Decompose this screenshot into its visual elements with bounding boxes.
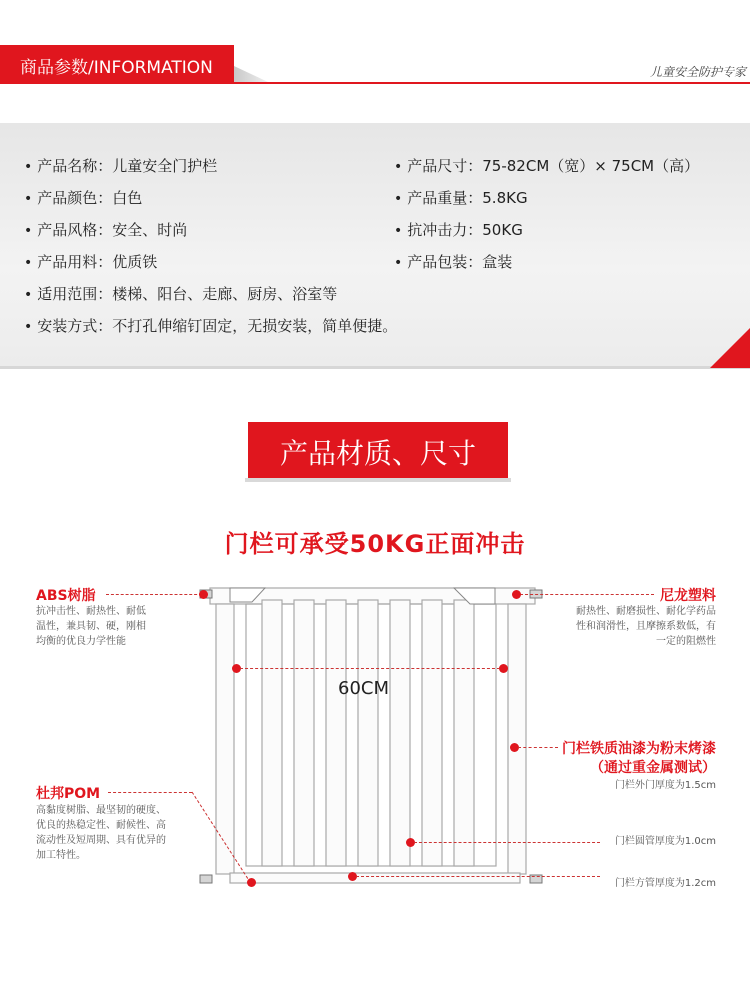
coating-leader-line [518,747,558,748]
spec-item: • 产品用料：优质铁 [24,251,157,272]
spec-item: • 抗冲击力：50KG [394,219,523,240]
pom-marker-dot [247,878,256,887]
section-title-shadow [245,478,511,482]
gate-bar [326,600,346,866]
header-bar-shadow [234,66,268,82]
gate-bar [422,600,442,866]
header-title: 商品参数/INFORMATION [20,58,213,78]
impact-headline: 门栏可承受50KG正面冲击 [224,530,526,558]
spec-item: • 产品颜色：白色 [24,187,142,208]
section-title: 产品材质、尺寸 [279,437,476,470]
abs-description: 抗冲击性、耐热性、耐低 温性，兼具韧、硬，刚相 均衡的优良力学性能 [36,606,146,647]
width-marker-dot [499,664,508,673]
gate-right-post [508,604,526,874]
spec-item: • 产品风格：安全、时尚 [24,219,187,240]
round-tube-leader-line [414,842,600,843]
spec-item: • 产品名称：儿童安全门护栏 [24,155,217,176]
square-tube-thickness-text: 门栏方管厚度为1.2cm [614,878,716,889]
header-tagline: 儿童安全防护专家 [649,65,746,79]
gate-bar [454,600,474,866]
abs-marker-dot [199,590,208,599]
spec-item: • 安装方式：不打孔伸缩钉固定，无损安装，简单便捷。 [24,315,397,336]
pom-leader-line [108,792,192,793]
width-dimension-line [240,668,500,669]
pom-label: 杜邦POM [36,786,101,802]
gate-bar [262,600,282,866]
round-tube-thickness-text: 门栏圆管厚度为1.0cm [614,836,716,847]
width-label: 60CM [338,678,390,699]
abs-label: ABS树脂 [36,588,96,604]
nylon-description: 耐热性、耐磨损性、耐化学药品 性和润滑性，且摩擦系数低，有 一定的阻燃性 [576,606,716,647]
coating-subtitle: （通过重金属测试） [590,760,716,776]
pom-description: 高黏度树脂、最坚韧的硬度、 优良的热稳定性、耐候性、高 流动性及短周期、具有优异的 加工特性。 [36,805,166,861]
spec-item: • 产品重量：5.8KG [394,187,528,208]
nylon-leader-line [520,594,654,595]
pom-leader-diagonal [190,790,260,890]
spec-item: • 适用范围：楼梯、阳台、走廊、厨房、浴室等 [24,283,337,304]
gate-bar [358,600,378,866]
gate-bar [294,600,314,866]
spec-item: • 产品包装：盒装 [394,251,512,272]
abs-leader-line [106,594,202,595]
spec-item: • 产品尺寸：75-82CM（宽）× 75CM（高） [394,155,699,176]
square-tube-leader-line [356,876,600,877]
outer-thickness-text: 门栏外门厚度为1.5cm [614,780,716,791]
nylon-label: 尼龙塑料 [660,588,716,604]
gate-bar [390,600,410,866]
nylon-marker-dot [512,590,521,599]
gate-bottom-rail [230,873,520,883]
coating-label: 门栏铁质油漆为粉末烤漆 [562,741,716,757]
header-rule [0,82,750,84]
